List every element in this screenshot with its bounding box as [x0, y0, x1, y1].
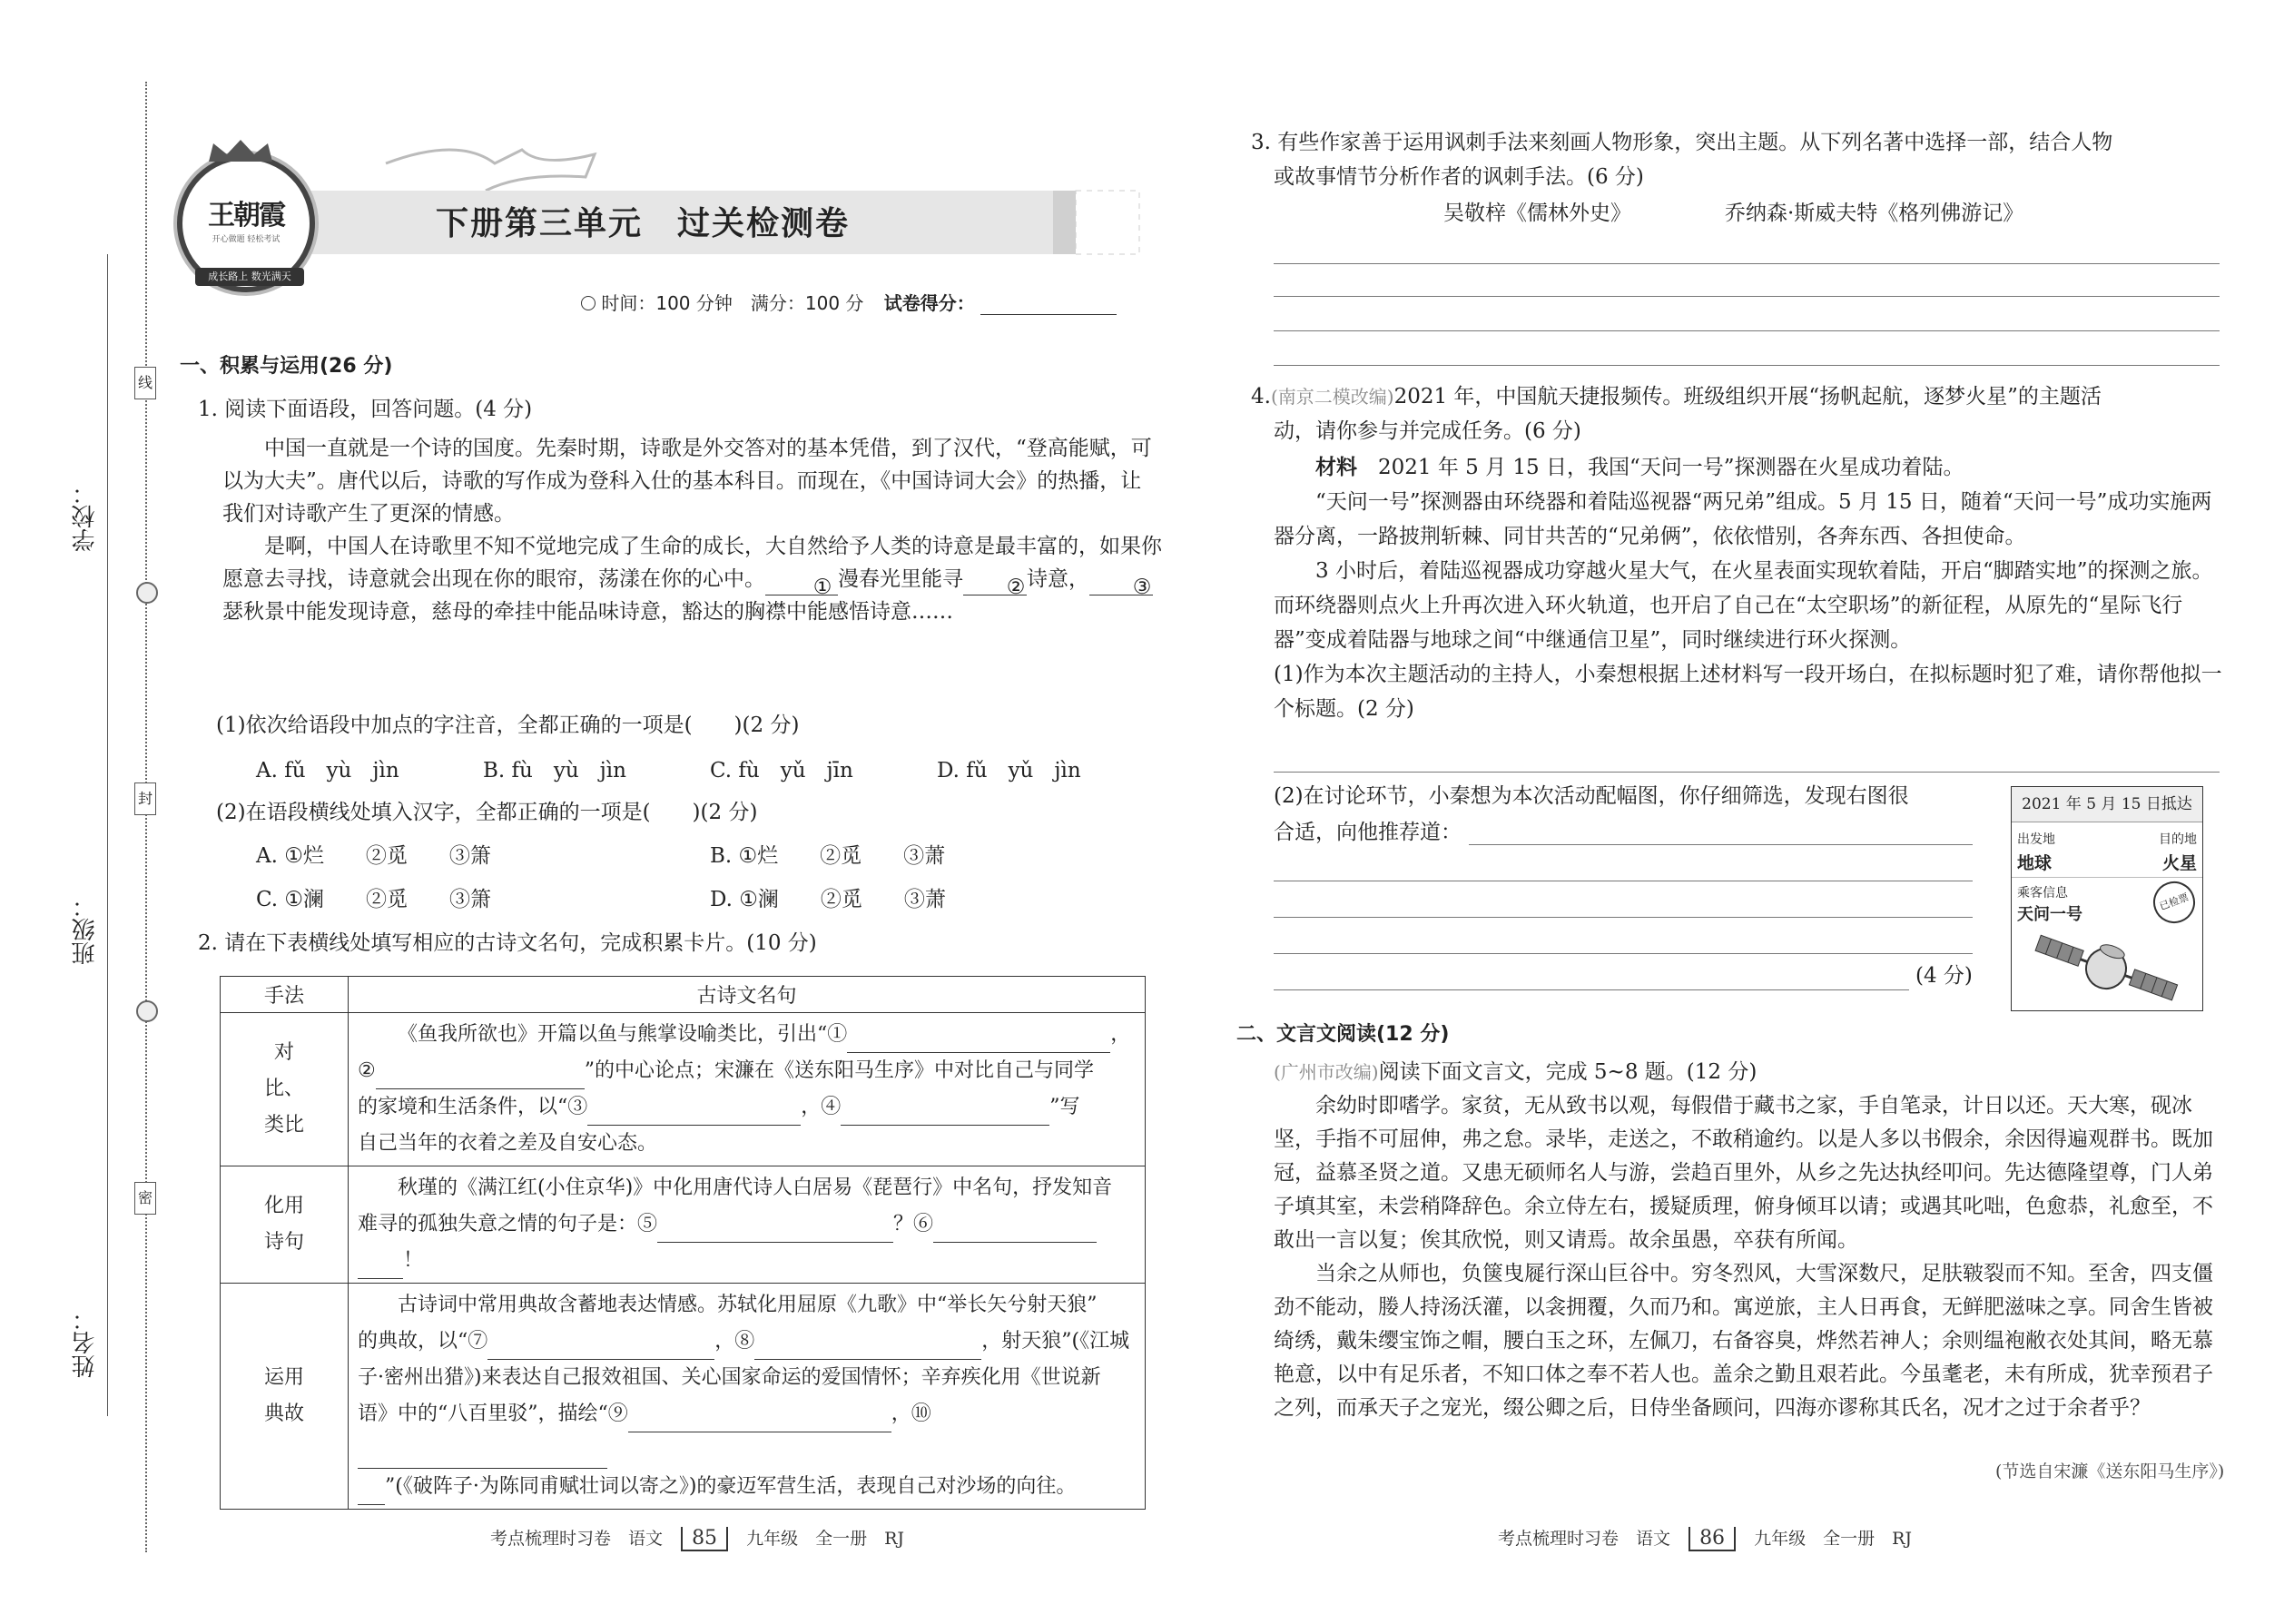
footer-left-subject: 考点梳理时习卷 语文: [490, 1529, 664, 1549]
material-label: 材料: [1315, 456, 1357, 479]
blank-1-number: ①: [812, 576, 832, 599]
q1-sub2-option-a[interactable]: A. ①烂 ②觅 ③箫: [256, 844, 491, 868]
table-header-lines: 古诗文名句: [349, 977, 1146, 1013]
q1-paragraph-2a: 是啊，中国人在诗歌里不知不觉地完成了生命的成长，大自然给予人类的诗意是最丰富的，如果你愿意去寻找，诗意就会出现在你的眼帘，荡漾在你的心中。: [222, 535, 1162, 591]
method-allusion: 运用典故: [221, 1284, 349, 1510]
q1-paragraph-2: [222, 530, 1162, 628]
binding-dotted-line: [145, 82, 147, 1552]
footer-left-grade: 九年级 全一册 RJ: [746, 1529, 905, 1549]
classical-source-note: (节选自宋濂《送东阳马生序》): [1995, 1462, 2225, 1481]
ticket-to-label: 目的地: [2159, 832, 2197, 847]
q3-book-2[interactable]: 乔纳森·斯威夫特《格列佛游记》: [1725, 202, 2024, 225]
blank-3-number: ③: [1132, 576, 1152, 599]
ticket-passenger: 天问一号: [2017, 905, 2082, 924]
answer-line[interactable]: [1469, 844, 1973, 845]
blank-q2-4[interactable]: [841, 1101, 1049, 1126]
row3-line2c: ，射天狼”(《江城: [981, 1330, 1130, 1353]
q4-sub2-line1: (2)在讨论环节，小秦想为本次活动配幅图，你仔细筛选，发现右图很: [1274, 784, 1909, 808]
answer-line[interactable]: [1274, 917, 1973, 918]
row3-line2b: ，⑧: [714, 1330, 755, 1353]
school-label: 学校：: [72, 481, 99, 552]
answer-line[interactable]: [1274, 296, 2220, 297]
classical-paragraph-1: 余幼时即嗜学。家贫，无从致书以观，每假借于藏书之家，手自笔录，计日以还。天大寒，砚冰坚，手指不可屈伸，弗之怠。录毕，走送之，不敢稍逾约。以是人多以书假余，余因得遍观群书。既加冠，益慕圣贤之道。又患无硕师名人与游，尝趋百里外，从乡之先达执经叩问。先达德隆望尊，门人弟子填其室，未尝稍降辞色。余立侍左右，援疑质理，俯身倾耳以请；或遇其叱咄，色愈恭，礼愈至，不敢出一言以复；俟其欣悦，则又请焉。故余虽愚，卒获有所闻。: [1274, 1094, 2213, 1252]
row-contrast: 《鱼我所欲也》开篇以鱼与熊掌设喻类比，引出“① ， ② ”的中心论点；宋濂在《送东阳马生序》中对比自己与同学 的家境和生活条件，以“③ ，④ ”写 自己当年的衣着之差及自安心态。: [349, 1013, 1146, 1166]
q4-sub2-line2: 合适，向他推荐道：: [1274, 821, 1462, 844]
q1-sub1-option-a[interactable]: A. fǔ yù jìn: [256, 759, 399, 782]
row3-line4a: 语》中的“八百里驳”，描绘“⑨: [358, 1403, 628, 1425]
ticket-from: 地球: [2017, 853, 2053, 873]
classical-paragraph-2: 当余之从师也，负箧曳屣行深山巨谷中。穷冬烈风，大雪深数尺，足肤皲裂而不知。至舍，四支僵劲不能动，媵人持汤沃灌，以衾拥覆，久而乃和。寓逆旅，主人日再食，无鲜肥滋味之享。同舍生皆被绮绣，戴朱缨宝饰之帽，腰白玉之环，左佩刀，右备容臭，烨然若神人；余则缊袍敝衣处其间，略无慕艳意，以中有足乐者，不知口体之奉不若人也。盖余之勤且艰若此。今虽耄老，未有所成，犹幸预君子之列，而承天子之宠光，缀公卿之后，日侍坐备顾问，四海亦谬称其氏名，况才之过于余者乎？: [1274, 1262, 2213, 1420]
name-underline-left: [107, 254, 108, 1416]
footer-left-page: 85: [681, 1527, 728, 1551]
q2-stem: 2. 请在下表横线处填写相应的古诗文名句，完成积累卡片。(10 分): [198, 931, 817, 955]
q1-sub2-option-c[interactable]: C. ①澜 ②觅 ③箫: [256, 888, 492, 911]
q1-sub1: (1)依次给语段中加点的字注音，全都正确的一项是( )(2 分): [216, 714, 800, 737]
method-contrast: 对比、类比: [221, 1013, 349, 1166]
q1-paragraph-2d: 瑟秋景中能发现诗意，慈母的牵挂中能品味诗意，豁达的胸襟中能感悟诗意……: [222, 600, 953, 624]
blank-q2-5[interactable]: [657, 1218, 893, 1243]
blank-q2-2[interactable]: [376, 1065, 585, 1089]
answer-line[interactable]: [1274, 365, 2220, 366]
q4-source: (南京二模改编): [1270, 386, 1394, 408]
classical-source: (广州市改编): [1274, 1061, 1379, 1083]
blank-q2-1[interactable]: [847, 1029, 1110, 1053]
row1-line3c: ”写: [1049, 1096, 1080, 1118]
class-label: 班级：: [72, 894, 99, 965]
q3-stem-line2: 或故事情节分析作者的讽刺手法。(6 分): [1274, 165, 1644, 189]
q4-number: 4.: [1251, 385, 1271, 408]
answer-line[interactable]: [1274, 263, 2220, 264]
row1-line4: 自己当年的衣着之差及自安心态。: [358, 1132, 658, 1155]
q1-stem: 1. 阅读下面语段，回答问题。(4 分): [198, 398, 533, 421]
row2-line3: ！: [403, 1249, 424, 1272]
blank-q2-7[interactable]: [487, 1335, 714, 1360]
brand-ribbon: 成长路上 数光满天: [195, 268, 304, 286]
material-para-3: 3 小时后，着陆巡视器成功穿越火星大气，在火星表面实现软着陆，开启“脚踏实地”的探测之旅。而环绕器则点火上升再次进入环火轨道，也开启了自己在“太空职场”的新征程，从原先的“星际飞行器”变成着陆器与地球之间“中继通信卫星”，同时继续进行环火探测。: [1274, 559, 2213, 652]
exam-time-score: 时间：100 分钟 满分：100 分: [601, 292, 864, 314]
row-allusion: [349, 1284, 1146, 1510]
brand-name: 王朝霞: [208, 200, 284, 231]
method-quote: 化用诗句: [221, 1166, 349, 1284]
footer-left: [490, 1525, 904, 1551]
blank-2[interactable]: [963, 571, 1027, 599]
row3-line1: 古诗词中常用典故含蓄地表达情感。苏轼化用屈原《九歌》中“举长矢兮射天狼”: [398, 1294, 1098, 1316]
q3-book-1[interactable]: 吴敬梓《儒林外史》: [1443, 202, 1631, 225]
binding-mark-feng: 封: [134, 782, 156, 815]
q1-sub1-option-b[interactable]: B. fù yù jìn: [483, 759, 626, 782]
row3-line2a: 的典故，以“⑦: [358, 1330, 488, 1353]
q4-sub2-score: (4 分): [1915, 964, 1973, 988]
blank-q2-3[interactable]: [587, 1101, 801, 1126]
binding-ring-icon: [136, 582, 158, 604]
q4-stem: [1251, 379, 2222, 448]
answer-line[interactable]: [1274, 330, 2220, 331]
q1-sub1-option-c[interactable]: C. fù yǔ jīn: [710, 759, 853, 782]
page-title: 下册第三单元 过关检测卷: [436, 205, 851, 242]
ticket-passenger-label: 乘客信息: [2017, 886, 2068, 901]
q1-sub2-option-b[interactable]: B. ①烂 ②觅 ③萧: [710, 844, 946, 868]
row3-line5: ”(《破阵子·为陈同甫赋壮词以寄之》)的豪迈军营生活，表现自己对沙场的向往。: [385, 1475, 1077, 1498]
q4-material: [1274, 450, 2222, 726]
q4-sub1: (1)作为本次主题活动的主持人，小秦想根据上述材料写一段开场白，在拟标题时犯了难，请你帮他拟一个标题。(2 分): [1274, 663, 2222, 721]
ticket-from-label: 出发地: [2017, 832, 2055, 847]
q4-stem-line2: 动，请你参与并完成任务。(6 分): [1274, 419, 1581, 443]
binding-mark-xian: 线: [134, 367, 156, 399]
row1-line1: 《鱼我所欲也》开篇以鱼与熊掌设喻类比，引出“①: [398, 1023, 848, 1046]
blank-1[interactable]: [765, 571, 838, 599]
mars-ticket: [2011, 786, 2203, 1011]
row-quote: [349, 1166, 1146, 1284]
row1-line3a: 的家境和生活条件，以“③: [358, 1096, 588, 1118]
row2-line2b: ？⑥: [893, 1213, 934, 1235]
ticket-stamp: 已检票: [2148, 876, 2201, 930]
name-label: 姓名：: [72, 1307, 99, 1378]
score-field[interactable]: [980, 290, 1117, 315]
answer-line[interactable]: [1274, 953, 1973, 954]
q1-sub1-option-d[interactable]: D. fǔ yǔ jìn: [937, 759, 1081, 782]
q4-stem-line1: 2021 年，中国航天捷报频传。班级组织开展“扬帆起航，逐梦火星”的主题活: [1393, 385, 2102, 408]
footer-right-subject: 考点梳理时习卷 语文: [1498, 1529, 1671, 1549]
binding-mark-mi: 密: [134, 1182, 156, 1215]
blank-q2-10b[interactable]: [358, 1481, 385, 1505]
satellite-icon: [2012, 929, 2200, 1009]
row1-line2b: ”的中心论点；宋濂在《送东阳马生序》中对比自己与同学: [584, 1059, 1094, 1082]
row2-line2a: 难寻的孤独失意之情的句子是：⑤: [358, 1213, 658, 1235]
row3-line3: 子·密州出猎》)来表达自己报效祖国、关心国家命运的爱国情怀；辛弃疾化用《世说新: [358, 1366, 1101, 1389]
material-para-1: 2021 年 5 月 15 日，我国“天问一号”探测器在火星成功着陆。: [1378, 456, 1964, 479]
q1-paragraph-1: 中国一直就是一个诗的国度。先秦时期，诗歌是外交答对的基本凭借，到了汉代，“登高能赋，可以为大夫”。唐代以后，诗歌的写作成为登科入仕的基本科目。而现在，《中国诗词大会》的热播，让我们对诗歌产生了更深的情感。: [222, 437, 1152, 526]
crown-icon: [204, 136, 277, 163]
row1-line3b: ，④: [801, 1096, 842, 1118]
q3-stem-line1: 3. 有些作家善于运用讽刺手法来刻画人物形象，突出主题。从下列名著中选择一部，结合人物: [1251, 131, 2113, 154]
classical-intro: [1274, 1055, 1757, 1089]
classical-stem: 阅读下面文言文，完成 5~8 题。(12 分): [1378, 1060, 1757, 1084]
footer-right-grade: 九年级 全一册 RJ: [1754, 1529, 1913, 1549]
blank-q2-6[interactable]: [933, 1218, 1097, 1243]
q1-paragraph-2b: 漫春光里能寻: [838, 567, 963, 591]
material-para-2: “天问一号”探测器由环绕器和着陆巡视器“两兄弟”组成。5 月 15 日，随着“天问一号”成功实施两器分离，一路披荆斩棘、同甘共苦的“兄弟俩”，依依惜别，各奔东西、各担使命。: [1274, 490, 2212, 548]
score-label: 试卷得分：: [883, 292, 975, 314]
footer-right: [1498, 1525, 1912, 1551]
ribbon-decoration: [386, 150, 595, 191]
row1-line2a: ②: [358, 1059, 376, 1082]
q1-passage: [222, 432, 1162, 628]
q1-paragraph-2c: 诗意，: [1027, 567, 1089, 591]
blank-q2-9[interactable]: [628, 1408, 891, 1432]
accumulation-card-table: [220, 976, 1146, 1510]
section-1-heading: 一、积累与运用(26 分): [180, 355, 393, 378]
answer-line[interactable]: [1274, 989, 1909, 990]
brand-slogan: 开心做题 轻松考试: [212, 235, 281, 244]
blank-q2-8[interactable]: [754, 1335, 981, 1360]
blank-3[interactable]: [1089, 571, 1153, 599]
classical-text: [1274, 1089, 2222, 1425]
blank-q2-10[interactable]: [358, 1444, 607, 1469]
table-header-method: 手法: [221, 977, 349, 1013]
row2-line1: 秋瑾的《满江红(小住京华)》中化用唐代诗人白居易《琵琶行》中名句，抒发知音: [398, 1176, 1113, 1199]
ticket-to: 火星: [2161, 853, 2197, 873]
exam-meta: [581, 289, 1117, 315]
answer-line[interactable]: [1274, 772, 2220, 773]
blank-q2-6b[interactable]: [358, 1255, 403, 1279]
binding-ring-icon: [136, 1000, 158, 1022]
q1-sub2: (2)在语段横线处填入汉字，全都正确的一项是( )(2 分): [216, 801, 758, 824]
q1-sub2-option-d[interactable]: D. ①澜 ②觅 ③萧: [710, 888, 946, 911]
ticket-date: 2021 年 5 月 15 日抵达: [2012, 787, 2202, 822]
section-2-heading: 二、文言文阅读(12 分): [1236, 1023, 1450, 1046]
row3-line4b: ，⑩: [891, 1403, 931, 1425]
clock-icon: [581, 296, 596, 310]
footer-right-page: 86: [1689, 1527, 1736, 1551]
blank-2-number: ②: [1006, 576, 1026, 599]
